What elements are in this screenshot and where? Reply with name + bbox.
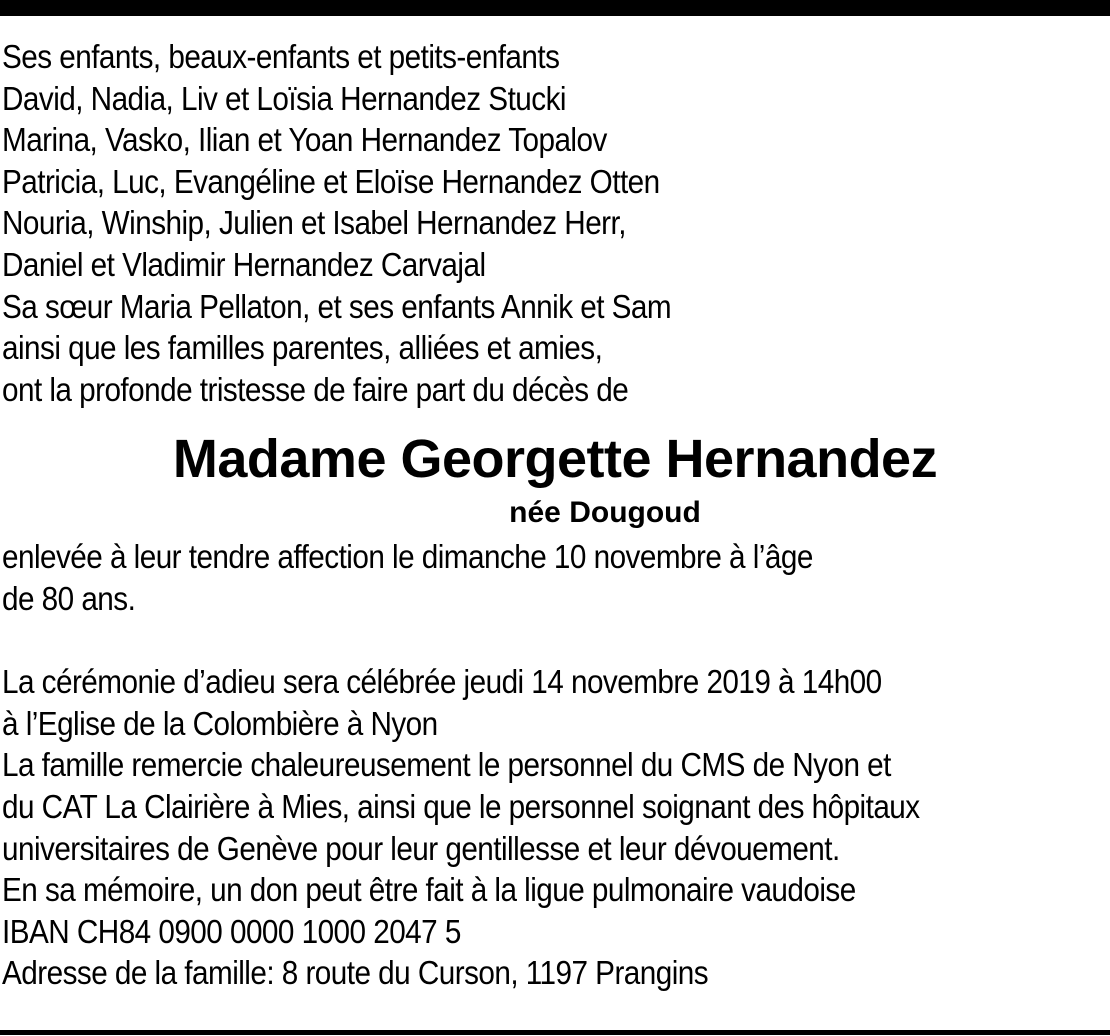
donation-line: En sa mémoire, un don peut être fait à la ligue pulmonaire vaudoise bbox=[2, 871, 856, 909]
deceased-name: Madame Georgette Hernandez bbox=[172, 429, 938, 490]
maiden-name: née Dougoud bbox=[509, 496, 701, 530]
family-line: ont la profonde tristesse de faire part du décès de bbox=[2, 370, 629, 408]
thanks-line-justified bbox=[2, 786, 1109, 828]
family-line: Patricia, Luc, Evangéline et Eloïse Hernandez Otten bbox=[2, 162, 660, 200]
ceremony-line: à l’Eglise de la Colombière à Nyon bbox=[2, 704, 438, 742]
family-announcement bbox=[2, 36, 1108, 410]
death-notice bbox=[2, 36, 1108, 994]
family-line: Sa sœur Maria Pellaton, et ses enfants Annik et Sam bbox=[2, 287, 672, 325]
thanks-line: La famille remercie chaleureusement le personnel du CMS de Nyon et bbox=[2, 746, 891, 784]
top-rule bbox=[0, 0, 1110, 16]
family-line: David, Nadia, Liv et Loïsia Hernandez Stucki bbox=[2, 79, 566, 117]
thanks-line: universitaires de Genève pour leur gentillesse et leur dévouement. bbox=[2, 829, 840, 867]
iban-line: IBAN CH84 0900 0000 1000 2047 5 bbox=[2, 912, 461, 950]
bottom-rule bbox=[0, 1030, 1110, 1035]
family-line: ainsi que les familles parentes, alliées et amies, bbox=[2, 329, 603, 367]
ceremony-line: La cérémonie d’adieu sera célébrée jeudi 14 novembre 2019 à 14h00 bbox=[2, 663, 882, 701]
family-line: Ses enfants, beaux-enfants et petits-enfants bbox=[2, 38, 560, 75]
thanks-line: du CAT La Clairière à Mies, ainsi que le personnel soignant des hôpitaux bbox=[2, 787, 920, 825]
paragraph-spacer bbox=[2, 620, 1108, 662]
notice-details bbox=[2, 536, 1108, 994]
family-line: Daniel et Vladimir Hernandez Carvajal bbox=[2, 245, 486, 283]
death-line: enlevée à leur tendre affection le dimanche 10 novembre à l’âge bbox=[2, 538, 813, 576]
family-line: Marina, Vasko, Ilian et Yoan Hernandez Topalov bbox=[2, 121, 607, 159]
family-address: Adresse de la famille: 8 route du Curson, 1197 Prangins bbox=[2, 954, 709, 992]
death-line: de 80 ans. bbox=[2, 579, 136, 617]
family-line: Nouria, Winship, Julien et Isabel Hernandez Herr, bbox=[2, 204, 626, 242]
